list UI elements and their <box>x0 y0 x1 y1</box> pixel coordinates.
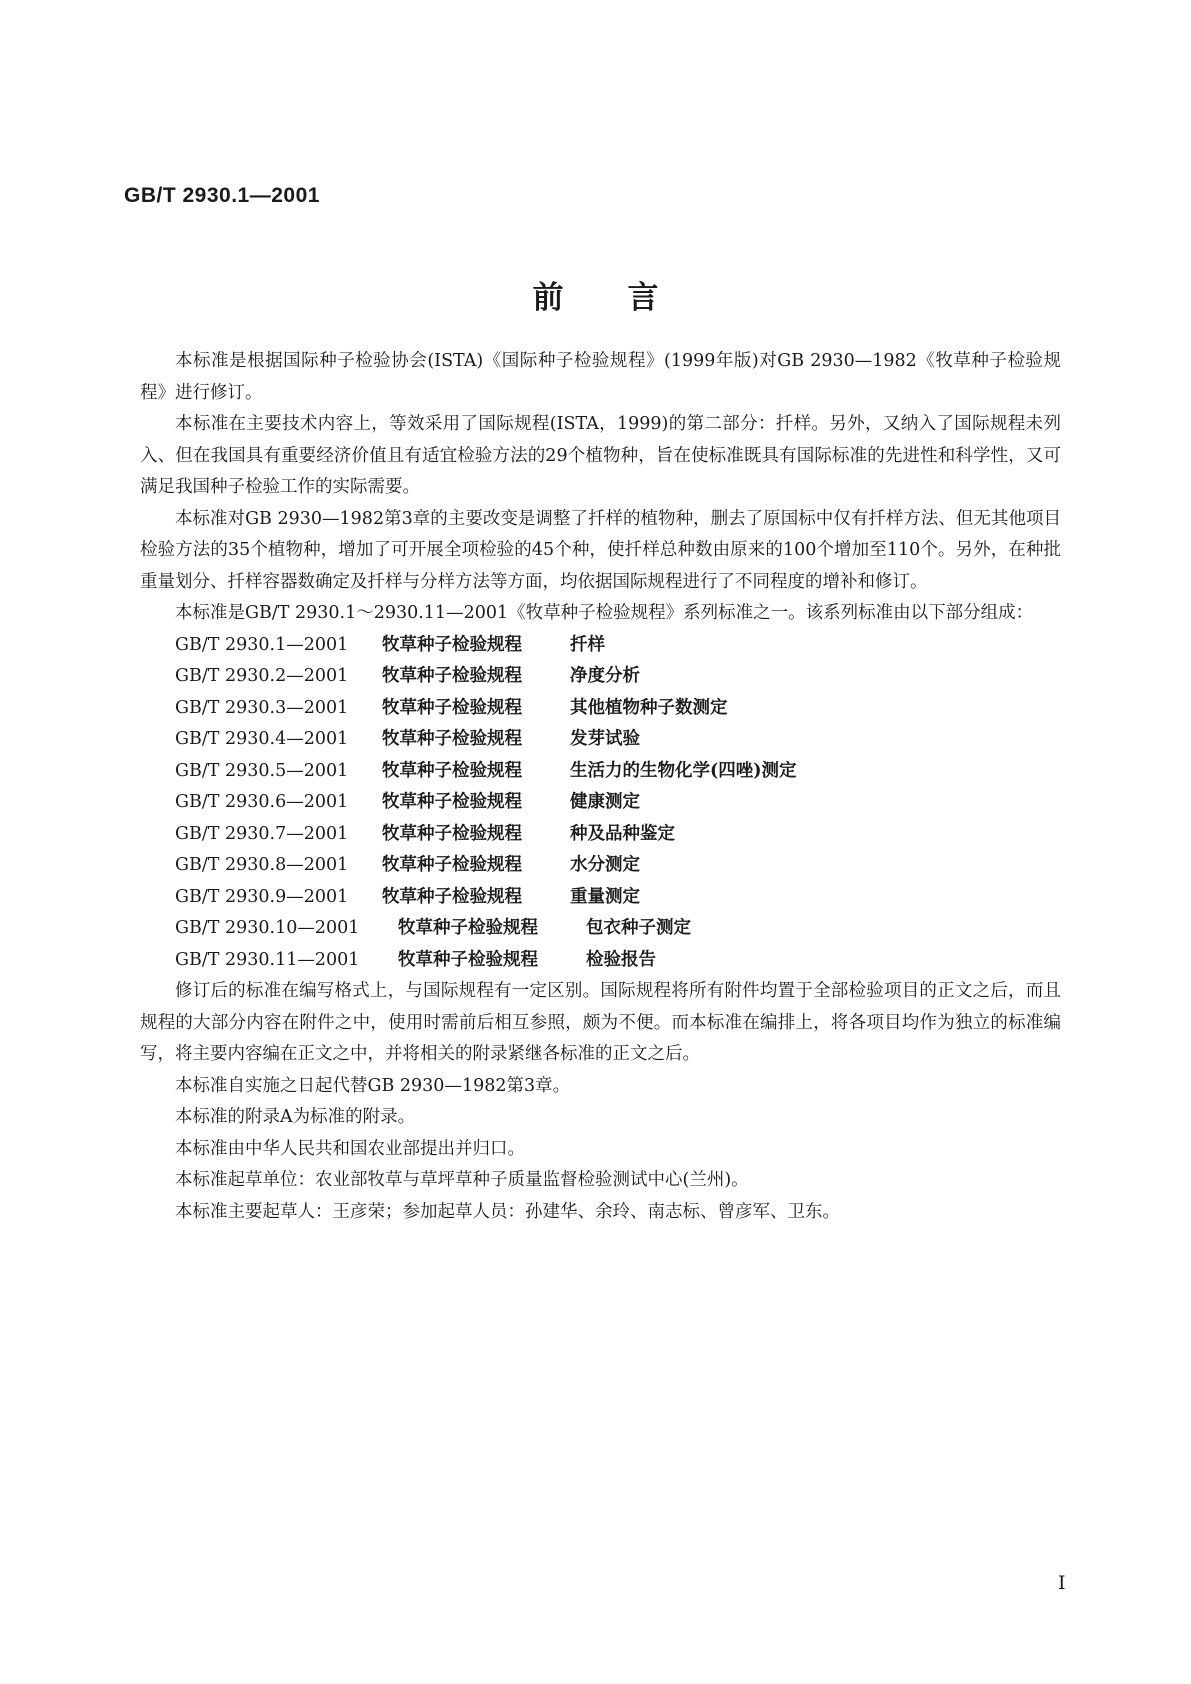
paragraph: 本标准自实施之日起代替GB 2930—1982第3章。 <box>175 1075 571 1096</box>
paragraph: 本标准的附录A为标准的附录。 <box>175 1107 416 1127</box>
series-item <box>140 756 1061 788</box>
series-code: GB/T 2930.1—2001 <box>175 634 349 655</box>
series-part: 种及品种鉴定 <box>570 823 675 844</box>
series-list <box>140 630 1061 977</box>
series-name: 牧草种子检验规程 <box>382 634 522 655</box>
series-item <box>140 724 1061 756</box>
series-part: 检验报告 <box>586 949 656 970</box>
series-code: GB/T 2930.5—2001 <box>175 760 349 781</box>
series-code: GB/T 2930.7—2001 <box>175 823 349 844</box>
series-name: 牧草种子检验规程 <box>382 823 522 844</box>
page-number: I <box>1058 1572 1066 1594</box>
foreword-body <box>140 346 1061 1228</box>
paragraph: 本标准由中华人民共和国农业部提出并归口。 <box>175 1138 525 1159</box>
page-title: 前言 <box>532 280 723 316</box>
series-part: 生活力的生物化学(四唑)测定 <box>570 760 797 781</box>
series-part: 包衣种子测定 <box>586 918 691 938</box>
series-item <box>140 945 1061 977</box>
series-name: 牧草种子检验规程 <box>382 760 522 781</box>
series-item <box>140 693 1061 725</box>
paragraph: 本标准起草单位：农业部牧草与草坪草种子质量监督检验测试中心(兰州)。 <box>175 1170 749 1190</box>
paragraph: 修订后的标准在编写格式上，与国际规程有一定区别。国际规程将所有附件均置于全部检验项目的正文之后，而且规程的大部分内容在附件之中，使用时需前后相互参照，颇为不便。而本标准在编排上，将各项目均作为独立的标准编写，将主要内容编在正文之中，并将相关的附录紧继各标准的正文之后。 <box>140 981 1061 1064</box>
series-code: GB/T 2930.2—2001 <box>175 666 349 686</box>
series-code: GB/T 2930.9—2001 <box>175 886 349 907</box>
series-part: 发芽试验 <box>570 729 640 749</box>
series-code: GB/T 2930.6—2001 <box>175 792 349 812</box>
series-code: GB/T 2930.11—2001 <box>175 949 360 970</box>
series-part: 其他植物种子数测定 <box>570 697 728 718</box>
series-name: 牧草种子检验规程 <box>382 666 522 686</box>
series-item <box>140 819 1061 851</box>
series-part: 净度分析 <box>570 666 640 686</box>
series-name: 牧草种子检验规程 <box>382 855 522 875</box>
paragraph: 本标准主要起草人：王彦荣；参加起草人员：孙建华、余玲、南志标、曾彦军、卫东。 <box>175 1201 840 1222</box>
series-item <box>140 882 1061 914</box>
series-part: 重量测定 <box>570 886 640 907</box>
standard-code: GB/T 2930.1—2001 <box>124 184 320 207</box>
series-code: GB/T 2930.10—2001 <box>175 918 360 938</box>
paragraph: 本标准在主要技术内容上，等效采用了国际规程(ISTA，1999)的第二部分：扦样。另外，又纳入了国际规程未列入、但在我国具有重要经济价值且有适宜检验方法的29个植物种，旨在使标准既具有国际标准的先进性和科学性，又可满足我国种子检验工作的实际需要。 <box>140 414 1061 497</box>
series-part: 扦样 <box>570 634 605 655</box>
series-item <box>140 661 1061 693</box>
paragraph: 本标准是根据国际种子检验协会(ISTA)《国际种子检验规程》(1999年版)对GB 2930—1982《牧草种子检验规程》进行修订。 <box>140 351 1061 403</box>
series-item <box>140 850 1061 882</box>
series-name: 牧草种子检验规程 <box>382 697 522 718</box>
series-name: 牧草种子检验规程 <box>382 792 522 812</box>
series-part: 健康测定 <box>570 792 640 812</box>
series-code: GB/T 2930.3—2001 <box>175 697 349 718</box>
series-name: 牧草种子检验规程 <box>382 729 522 749</box>
series-item <box>140 787 1061 819</box>
series-name: 牧草种子检验规程 <box>398 918 538 938</box>
paragraph: 本标准对GB 2930—1982第3章的主要改变是调整了扦样的植物种，删去了原国标中仅有扦样方法、但无其他项目检验方法的35个植物种，增加了可开展全项检验的45个种，使扦样总种数由原来的100个增加至110个。另外，在种批重量划分、扦样容器数确定及扦样与分样方法等方面，均依据国际规程进行了不同程度的增补和修订。 <box>140 508 1061 592</box>
series-code: GB/T 2930.4—2001 <box>175 729 349 749</box>
paragraph: 本标准是GB/T 2930.1～2930.11—2001《牧草种子检验规程》系列标准之一。该系列标准由以下部分组成： <box>175 603 1034 623</box>
series-code: GB/T 2930.8—2001 <box>175 855 349 875</box>
series-part: 水分测定 <box>570 855 640 875</box>
series-name: 牧草种子检验规程 <box>398 949 538 970</box>
series-name: 牧草种子检验规程 <box>382 886 522 907</box>
series-item <box>140 630 1061 662</box>
series-item <box>140 913 1061 945</box>
